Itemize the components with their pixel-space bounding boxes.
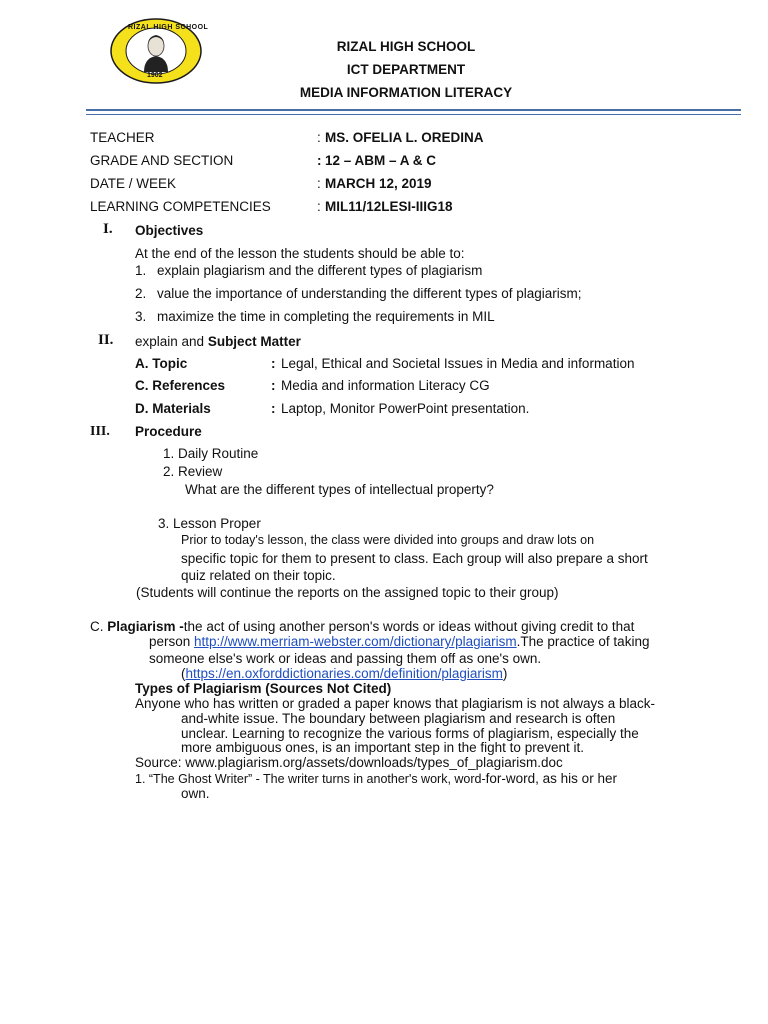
header-rule-top [86, 109, 741, 111]
header-department: ICT DEPARTMENT [346, 62, 466, 77]
procedure-step-3: 3. Lesson Proper [158, 516, 261, 531]
types-paragraph-line-4: more ambiguous ones, is an important step in the fight to prevent it. [181, 740, 584, 755]
objective-1-num: 1. [135, 263, 147, 278]
lc-label: LEARNING COMPETENCIES [90, 199, 271, 214]
logo-arc-text: RIZAL HIGH SCHOOL [128, 24, 209, 31]
topic-label: A. Topic [135, 356, 188, 371]
plagiarism-def-1: the act of using another person's words or ideas without giving credit to that [183, 619, 635, 634]
header-school: RIZAL HIGH SCHOOL [336, 39, 476, 54]
subject-numeral: II. [98, 332, 114, 348]
ghost-writer-line-1 [135, 771, 617, 786]
header-rule-bottom [86, 114, 741, 115]
objective-3-text: maximize the time in completing the requirements in MIL [157, 309, 495, 324]
oxford-source-line [181, 666, 507, 681]
grade-colon: : [317, 153, 322, 168]
topic-colon: : [271, 356, 276, 371]
objective-1-text: explain plagiarism and the different types of plagiarism [157, 263, 483, 278]
subject-title: Subject Matter [207, 334, 301, 349]
subject-heading [135, 334, 301, 349]
header-subject: MEDIA INFORMATION LITERACY [299, 85, 513, 100]
plagiarism-def-2b: .The practice of taking [516, 634, 650, 649]
procedure-numeral: III. [90, 424, 110, 439]
objectives-intro: At the end of the lesson the students should be able to: [135, 246, 465, 261]
ghost-writer-text-a: 1. “The Ghost Writer” - The writer turns in another's work, word- [135, 772, 486, 786]
plagiarism-prefix: C. [90, 619, 108, 634]
oxford-close-paren: ) [502, 666, 508, 681]
types-paragraph-line-3: unclear. Learning to recognize the various forms of plagiarism, especially the [181, 726, 639, 741]
objectives-numeral: I. [103, 221, 113, 237]
oxford-dictionaries-link[interactable]: https://en.oxforddictionaries.com/definition/plagiarism [185, 666, 503, 681]
topic-value: Legal, Ethical and Societal Issues in Media and information [281, 356, 635, 371]
ghost-writer-text-b: for-word, as his or her [485, 771, 617, 786]
materials-value: Laptop, Monitor PowerPoint presentation. [281, 401, 530, 416]
date-value: MARCH 12, 2019 [325, 176, 432, 191]
references-value: Media and information Literacy CG [281, 378, 490, 393]
date-colon: : [317, 176, 321, 191]
plagiarism-definition-line-1 [90, 619, 634, 634]
merriam-webster-link[interactable]: http://www.merriam-webster.com/dictionary/plagiarism [194, 634, 517, 649]
objective-2-num: 2. [135, 286, 147, 301]
plagiarism-term: Plagiarism - [107, 619, 184, 634]
types-source: Source: www.plagiarism.org/assets/downloads/types_of_plagiarism.doc [135, 755, 563, 770]
teacher-label: TEACHER [90, 130, 155, 145]
procedure-title: Procedure [135, 424, 202, 439]
teacher-colon: : [317, 130, 321, 145]
plagiarism-definition-line-3: someone else's work or ideas and passing them off as one's own. [149, 651, 542, 666]
date-label: DATE / WEEK [90, 176, 177, 191]
references-colon: : [271, 378, 276, 393]
references-label: C. References [135, 378, 226, 393]
lesson-paragraph-line-2: specific topic for them to present to class. Each group will also prepare a short [181, 551, 648, 566]
subject-prefix: explain and [135, 334, 208, 349]
teacher-value: MS. OFELIA L. OREDINA [325, 130, 484, 145]
procedure-note: (Students will continue the reports on the assigned topic to their group) [136, 585, 559, 600]
ghost-writer-line-2: own. [181, 786, 210, 801]
grade-label: GRADE AND SECTION [90, 153, 234, 168]
materials-colon: : [271, 401, 276, 416]
review-question: What are the different types of intellectual property? [185, 482, 494, 497]
lesson-paragraph-line-1: Prior to today's lesson, the class were divided into groups and draw lots on [181, 533, 595, 547]
procedure-step-1: 1. Daily Routine [163, 446, 259, 461]
procedure-step-2: 2. Review [163, 464, 223, 479]
materials-label: D. Materials [135, 401, 211, 416]
types-paragraph-line-1: Anyone who has written or graded a paper knows that plagiarism is not always a black- [135, 696, 656, 711]
types-title: Types of Plagiarism (Sources Not Cited) [135, 681, 392, 696]
oxford-open-paren: ( [181, 666, 186, 681]
grade-value: 12 – ABM – A & C [325, 153, 437, 168]
lesson-paragraph-line-3: quiz related on their topic. [181, 568, 336, 583]
types-paragraph-line-2: and-white issue. The boundary between plagiarism and research is often [181, 711, 616, 726]
lc-colon: : [317, 199, 321, 214]
plagiarism-definition-line-2 [149, 634, 649, 649]
lc-value: MIL11/12LESI-IIIG18 [325, 199, 453, 214]
objective-2-text: value the importance of understanding the different types of plagiarism; [157, 286, 582, 301]
logo-year: 1902 [147, 72, 163, 79]
objectives-title: Objectives [135, 223, 204, 238]
objective-3-num: 3. [135, 309, 147, 324]
plagiarism-def-2a: person [149, 634, 195, 649]
